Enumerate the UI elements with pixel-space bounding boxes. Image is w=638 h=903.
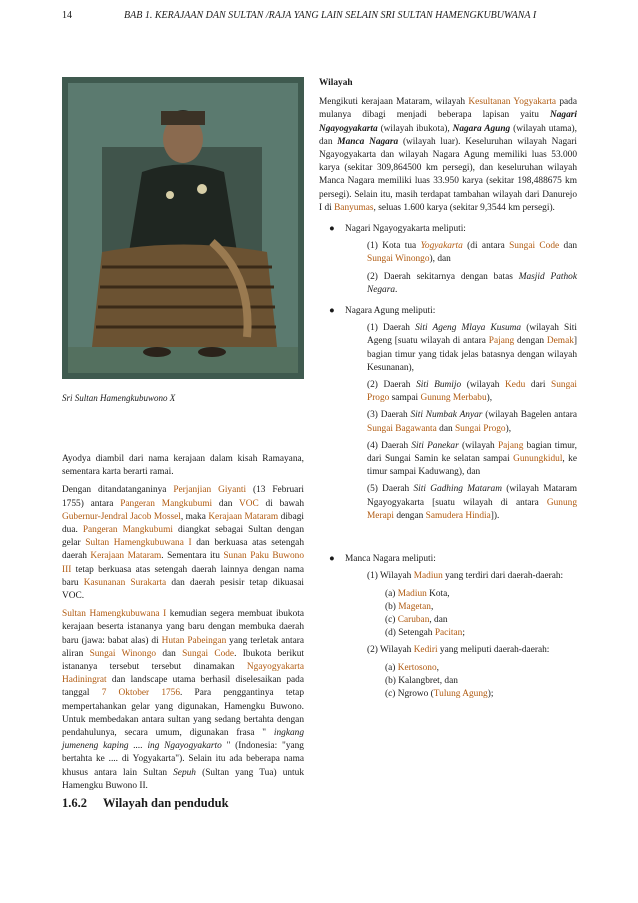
link-text[interactable]: Gunung Merbabu (420, 393, 487, 404)
text-run: ), (505, 423, 512, 434)
list-item (367, 644, 577, 657)
text-run: yang terdiri dari daerah-daerah: (442, 571, 564, 582)
link-text[interactable]: Sungai Progo (367, 380, 577, 404)
paragraph-ayodya: Ayodya diambil dari nama kerajaan dalam kisah Ramayana, sementara karta berarti ramai. (62, 454, 304, 478)
link-text[interactable]: Sungai Code (182, 648, 235, 659)
text-run: ingkang jumeneng kaping .... ing Ngayogyakarto (62, 728, 304, 752)
text-run: (wilayah Siti Ageng [suatu wilayah di antara (367, 323, 577, 347)
section-number: 1.6.2 (62, 796, 87, 810)
text-run: dan berkuasa atas setengah daerah (62, 538, 304, 562)
right-column (319, 77, 577, 701)
section-heading (62, 796, 229, 811)
link-text[interactable]: Madiun (413, 571, 443, 582)
list-item (367, 322, 577, 375)
bullet-nagara-agung (319, 305, 577, 318)
list-item (385, 675, 577, 688)
text-run: (wilayah (458, 440, 498, 451)
list-item (385, 588, 577, 601)
text-run: (wilayah Mataram Ngayogyakarta [suatu wilayah di antara (367, 484, 577, 508)
link-text[interactable]: Caruban (397, 614, 430, 625)
bullet-label: Nagari Ngayogyakarta meliputi: (345, 224, 466, 235)
list-item (385, 688, 577, 701)
text-run: ); (487, 688, 494, 699)
text-run: yang terletak antara aliran (62, 635, 304, 659)
text-run: diangkat sebagai Sultan dengan gelar (62, 525, 304, 549)
page-number: 14 (62, 10, 72, 21)
text-run: dan daerah pesisir tetap dikuasai VOC. (62, 577, 304, 602)
text-run: (wilayah utama), dan (319, 123, 578, 147)
text-run: Nagari Ngayogyakarta (319, 110, 577, 134)
link-text[interactable]: Demak (546, 336, 574, 347)
list-item (367, 271, 577, 297)
text-run: (d) Setengah (385, 628, 435, 639)
text-run: pada mulanya dibagi menjadi beberapa lapisan yaitu (319, 97, 578, 121)
text-run: Siti Gadhing Mataram (413, 484, 502, 495)
kediri-item (367, 644, 577, 657)
text-run: (b) Kalangbret, dan (385, 675, 458, 686)
link-text[interactable]: Gubernur-Jendral Jacob Mossel (62, 511, 181, 522)
text-run: " (Indonesia: "yang bertahta ke .... di Yogyakarta"). Selain itu ada beberapa nama khusus antara lain Sultan (62, 741, 304, 778)
link-text[interactable]: Sungai Code (509, 241, 560, 252)
link-text[interactable]: Magetan (398, 601, 431, 612)
link-text[interactable]: Hutan Pabeingan (161, 635, 227, 646)
text-run: sampai (389, 393, 421, 404)
link-text[interactable]: Madiun (397, 588, 427, 599)
link-text[interactable]: Gunungkidul (513, 454, 563, 465)
nagara-agung-list (367, 322, 577, 523)
photo-frame (62, 77, 304, 379)
link-text[interactable]: Sultan Hamengkubuwana I (85, 538, 192, 549)
text-run: (1) Daerah (367, 323, 416, 334)
paragraph-giyanti (62, 484, 304, 603)
text-run: Manca Nagara (337, 136, 399, 147)
text-run: . (395, 284, 398, 295)
text-run: Siti Panekar (411, 440, 459, 451)
text-run: dan (156, 648, 183, 659)
text-run: yang meliputi daerah-daerah: (437, 645, 550, 656)
list-item (367, 440, 577, 480)
text-run: (wilayah ibukota), (377, 123, 453, 134)
text-run: Siti Ageng Mlaya Kusuma (415, 323, 522, 334)
link-text[interactable]: Kedu (505, 380, 526, 391)
text-run: bagian timur, dari Sungai Samin ke selatan sampai (367, 440, 577, 465)
text-run: (wilayah Bagelen antara (482, 410, 577, 421)
bullet-label: Manca Nagara meliputi: (345, 554, 436, 565)
text-run: tetap berkuasa atas setengah daerah lainnya dengan nama baru (62, 564, 304, 588)
link-text[interactable]: Pajang (488, 336, 515, 347)
text-run: (b) (385, 601, 399, 612)
link-text[interactable]: Sungai Winongo (89, 648, 157, 659)
text-run: kemudian segera membuat ibukota kerajaan beserta istananya yang baru dengan membuka daerah baru (jawa: babat alas) di (62, 609, 304, 646)
text-run: (2) Daerah (367, 380, 417, 391)
bullet-label: Nagara Agung meliputi: (345, 306, 436, 317)
text-run: , dan (429, 614, 448, 625)
text-run: dengan (514, 336, 547, 347)
list-item (367, 570, 577, 583)
link-text[interactable]: Sungai Progo (454, 423, 506, 434)
text-run: (1) Wilayah (367, 571, 414, 582)
section-title: Wilayah dan penduduk (103, 796, 229, 810)
text-run: , ke timur sampai Kaduwang), dan (367, 454, 577, 478)
text-run: , maka (180, 511, 209, 522)
link-text[interactable]: Kerajaan Mataram (90, 551, 162, 562)
text-run: . Ibukota berikut istananya tersebut tersebut dinamakan (62, 648, 304, 673)
text-run: dari (525, 380, 552, 391)
text-run: (di antara (462, 241, 510, 252)
kediri-sublist (385, 662, 577, 702)
link-text[interactable]: 7 Oktober 1756 (101, 688, 181, 699)
text-run: (3) Daerah (367, 410, 411, 421)
link-text[interactable]: Kasunanan Surakarta (83, 577, 167, 588)
text-run: , (430, 601, 434, 612)
text-run: (2) Wilayah (367, 645, 414, 656)
bullet-manca-nagara (319, 553, 577, 566)
text-run: (wilayah (461, 380, 506, 391)
text-run: (2) Daerah sekitarnya dengan batas (367, 271, 519, 282)
link-text[interactable]: Sungai Winongo (367, 254, 430, 265)
text-run: dan landscape utama berhasil diselesaikan pada tanggal (62, 675, 304, 699)
text-run: . Para penggantinya tetap mempertahankan gelar yang digunakan, Hamengku Buwono. Untuk membedakan antara sultan yang sedang bertahta dengan pendahulunya, secara umum, digunakan frasa " (62, 688, 304, 739)
link-text[interactable]: VOC (239, 498, 259, 509)
text-run: . Sementara itu (161, 551, 224, 562)
text-run: dibagi dua. (62, 511, 304, 536)
bullet-icon: ● (329, 554, 335, 565)
link-text[interactable]: Yogyakarta (420, 241, 463, 252)
link-text[interactable]: Perjanjian Giyanti (173, 485, 247, 496)
text-run: Siti Numbak Anyar (410, 410, 483, 421)
text-run: (5) Daerah (367, 484, 414, 495)
list-item (367, 409, 577, 435)
list-item (385, 601, 577, 614)
list-item (367, 240, 577, 266)
left-column (62, 453, 304, 798)
paragraph-wilayah (319, 96, 577, 215)
nagari-list (367, 240, 577, 297)
bullet-nagari (319, 223, 577, 236)
text-run: , seluas 1.600 karya (sekitar 9,3544 km persegi). (373, 202, 555, 213)
link-text[interactable]: Sungai Bagawanta (367, 423, 437, 434)
list-item (385, 614, 577, 627)
link-text[interactable]: Ngayogyakarta Hadiningrat (62, 662, 304, 686)
link-text[interactable]: Sultan Hamengkubuwana I (62, 609, 167, 620)
link-text[interactable]: Gunung Merapi (367, 497, 577, 521)
link-text[interactable]: Pangeran Mangkubumi (120, 498, 213, 509)
text-run: dan (436, 423, 455, 434)
list-item (367, 379, 577, 405)
text-run: Sepuh (173, 767, 196, 778)
link-text[interactable]: Tulung Agung (433, 688, 488, 699)
link-text[interactable]: Sunan Paku Buwono III (62, 551, 305, 575)
text-run: (Sultan yang Tua) untuk Hamengku Buwono II. (62, 767, 304, 791)
link-text[interactable]: Pajang (497, 440, 524, 451)
figure-caption: Sri Sultan Hamengkubuwono X (62, 393, 176, 403)
text-run: dan (212, 498, 240, 509)
link-text[interactable]: Pangeran Mangkubumi (82, 525, 173, 536)
link-text[interactable]: Kesultanan Yogyakarta (468, 97, 557, 108)
list-item (385, 627, 577, 640)
text-run: (13 Februari 1755) antara (62, 485, 304, 509)
text-run: di bawah (258, 498, 305, 509)
running-title: BAB 1. KERAJAAN DAN SULTAN /RAJA YANG LAIN SELAIN SRI SULTAN HAMENGKUBUWANA I (124, 10, 537, 21)
text-run: Mengikuti kerajaan Mataram, wilayah (319, 97, 469, 108)
text-run: Masjid Pathok Negara (367, 271, 577, 295)
bullet-icon: ● (329, 224, 335, 235)
text-run: dengan (393, 510, 426, 521)
text-run: dan (559, 241, 578, 252)
text-run: (a) (385, 588, 398, 599)
text-run: ; (462, 628, 465, 639)
link-text[interactable]: Kediri (413, 645, 438, 656)
madiun-sublist (385, 588, 577, 641)
link-text[interactable]: Pacitan (434, 628, 463, 639)
text-run: Kota, (426, 588, 450, 599)
text-run: (c) Ngrowo ( (385, 688, 434, 699)
text-run: ), (486, 393, 493, 404)
text-run: Dengan ditandatanganinya (62, 485, 174, 496)
text-run: ] bagian timur yang tidak jelas batasnya dengan wilayah Kesunanan), (367, 336, 578, 373)
text-run: (a) (385, 662, 398, 673)
madiun-item (367, 570, 577, 583)
text-run: ), dan (429, 254, 451, 265)
link-text[interactable]: Kerajaan Mataram (208, 511, 279, 522)
text-run: (wilayah luar). Keseluruhan wilayah Nagari Ngayogyakarta dan wilayah Nagara Agung memiliki luas 53.000 karya (sekitar 309,864500 km persegi), dan keseluruhan wilayah Manca Nagara memiliki luas 33.950 karya (sekitar 198,488675 km persegi). Selain itu, masih terdapat tambahan wilayah dari Danurejo I di (319, 136, 577, 213)
paragraph-ibukota (62, 608, 304, 793)
list-item (385, 662, 577, 675)
portrait-photo (62, 77, 304, 379)
text-run: (4) Daerah (367, 440, 412, 451)
list-item (367, 483, 577, 523)
text-run: (1) Kota tua (367, 241, 421, 252)
text-run: (c) (385, 614, 398, 625)
subheading-wilayah: Wilayah (319, 78, 353, 88)
link-text[interactable]: Banyumas (334, 202, 374, 213)
link-text[interactable]: Kertosono (397, 662, 437, 673)
link-text[interactable]: Samudera Hindia (425, 510, 491, 521)
text-run: , (436, 662, 439, 673)
bullet-icon: ● (329, 306, 335, 317)
text-run: Siti Bumijo (416, 380, 462, 391)
text-run: ]). (490, 510, 500, 521)
text-run: Nagara Agung (452, 123, 511, 134)
